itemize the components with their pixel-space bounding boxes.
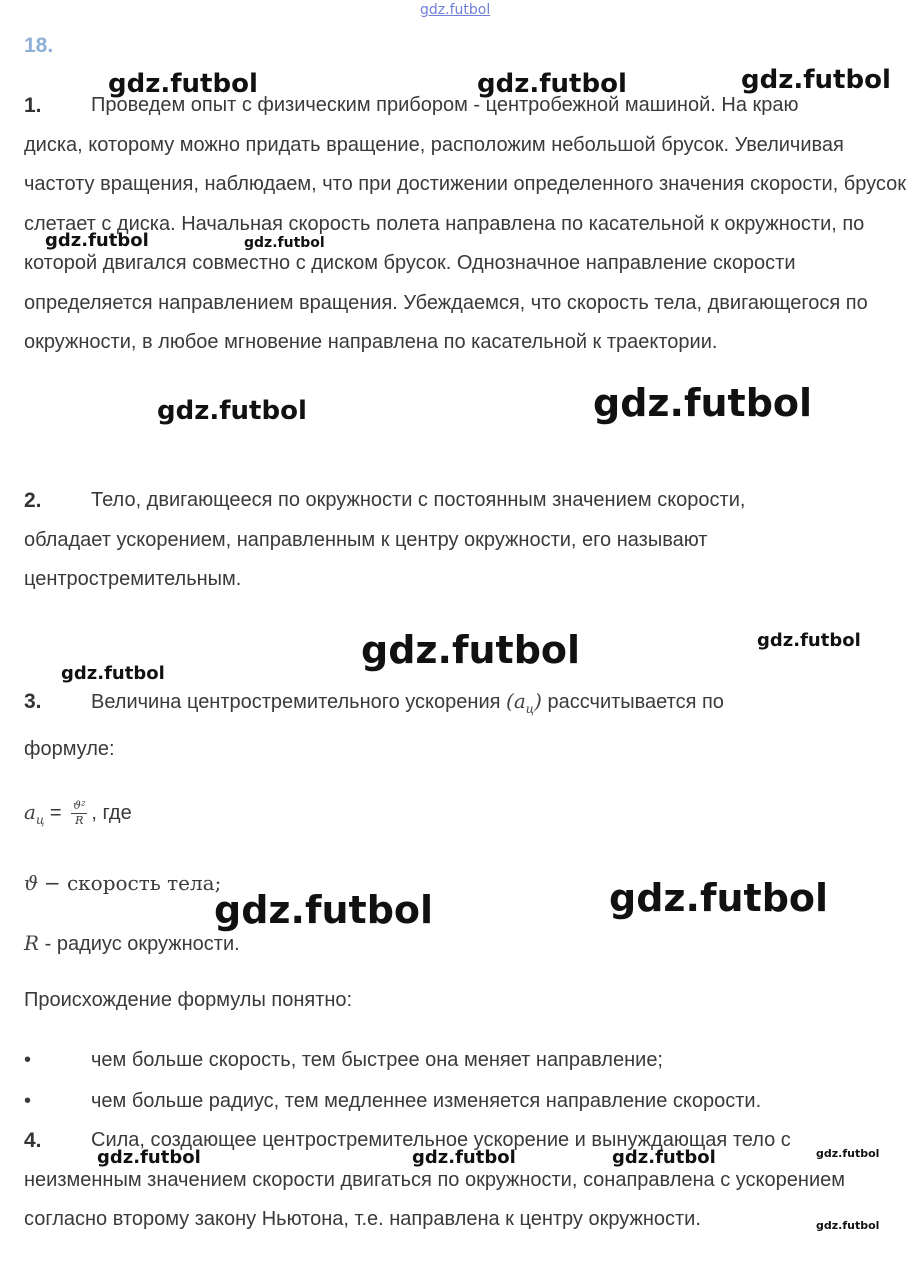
watermark: gdz.futbol	[45, 230, 149, 251]
origin-text: Происхождение формулы понятно:	[24, 989, 353, 1011]
paragraph-4-body: неизменным значением скорости двигаться по окружности, сонаправлена с ускорением согласно второму закону Ньютона, т.е. направлена к центру окружности.	[24, 1168, 845, 1230]
paragraph-3-text-b: рассчитывается по	[547, 691, 724, 713]
formula-fraction: $\frac{\text{ϑ²}}{R}$	[73, 799, 86, 827]
watermark: gdz.futbol	[757, 630, 861, 651]
watermark-top[interactable]: gdz.futbol	[420, 2, 491, 18]
watermark: gdz.futbol	[412, 1147, 516, 1168]
watermark: gdz.futbol	[214, 888, 434, 932]
paragraph-2-body: обладает ускорением, направленным к центру окружности, его называют центростремительным.	[24, 528, 708, 590]
watermark: gdz.futbol	[157, 396, 307, 426]
bullet-item-2: • чем больше радиус, тем медленнее изменяется направление скорости.	[24, 1090, 762, 1112]
paragraph-4-first-line: Сила, создающее центростремительное ускорение и вынуждающая тело с	[91, 1129, 791, 1151]
watermark: gdz.futbol	[108, 69, 258, 99]
definition-radius: R - радиус окружности.	[24, 931, 240, 955]
paragraph-4	[24, 1121, 914, 1240]
watermark: gdz.futbol	[609, 876, 829, 920]
item-number-4: 4.	[24, 1129, 42, 1152]
paragraph-1	[24, 86, 914, 363]
watermark: gdz.futbol	[816, 1147, 880, 1160]
watermark: gdz.futbol	[97, 1147, 201, 1168]
watermark: gdz.futbol	[477, 69, 627, 99]
paragraph-2-first-line: Тело, двигающееся по окружности с постоянным значением скорости,	[91, 489, 746, 511]
task-number: 18.	[24, 34, 54, 57]
paragraph-3-text-a: Величина центростремительного ускорения	[91, 691, 501, 713]
formula: $a_ц$ = $\frac{\text{ϑ²}}{R}$ , где	[24, 799, 132, 827]
watermark: gdz.futbol	[593, 381, 813, 425]
watermark: gdz.futbol	[244, 235, 325, 251]
paragraph-3-body: формуле:	[24, 737, 115, 760]
definition-velocity: ϑ − скорость тела;	[24, 871, 222, 895]
paragraph-3	[24, 682, 914, 769]
watermark: gdz.futbol	[612, 1147, 716, 1168]
paragraph-1-first-line: Проведем опыт с физическим прибором - центробежной машиной. На краю	[91, 94, 799, 116]
acceleration-symbol: $(a_ц)$	[506, 689, 542, 716]
item-number-2: 2.	[24, 489, 42, 512]
paragraph-2	[24, 481, 914, 600]
watermark: gdz.futbol	[741, 65, 891, 95]
watermark: gdz.futbol	[361, 628, 581, 672]
watermark: gdz.futbol	[816, 1219, 880, 1232]
paragraph-1-body: диска, которому можно придать вращение, расположим небольшой брусок. Увеличивая частоту вращения, наблюдаем, что при достижении определенного значения скорости, брусок слетает с диска. Начальная скорость полета направлена по касательной к окружности, по которой двигался совместно с диском брусок. Однозначное направление скорости определяется направлением вращения. Убеждаемся, что скорость тела, двигающегося по окружности, в любое мгновение направлена по касательной к траектории.	[24, 133, 907, 353]
item-number-1: 1.	[24, 94, 42, 117]
bullet-item-1: • чем больше скорость, тем быстрее она меняет направление;	[24, 1049, 663, 1071]
item-number-3: 3.	[24, 690, 42, 713]
watermark: gdz.futbol	[61, 663, 165, 684]
